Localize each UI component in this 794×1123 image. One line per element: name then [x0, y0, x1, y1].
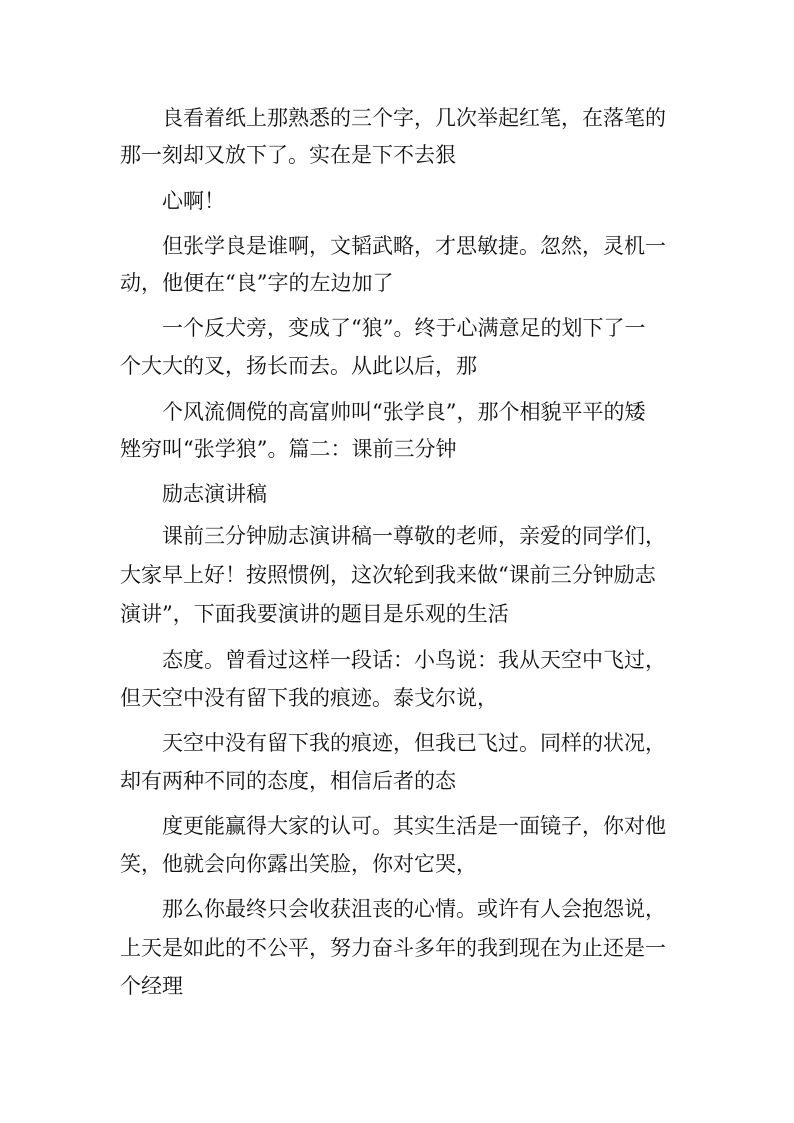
text-line: 课前三分钟励志演讲稿一尊敬的老师，亲爱的同学们， [162, 524, 666, 548]
text-line: 那么你最终只会收获沮丧的心情。或许有人会抱怨说， [162, 897, 666, 921]
text-line: 度更能赢得大家的认可。其实生活是一面镜子，你对他 [162, 814, 666, 838]
text-line: 但张学良是谁啊，文韬武略，才思敏捷。忽然，灵机一 [162, 234, 666, 258]
text-line: 但天空中没有留下我的痕迹。泰戈尔说， [120, 686, 498, 710]
text-line: 个经理 [120, 974, 183, 998]
text-line: 态度。曾看过这样一段话：小鸟说：我从天空中飞过， [162, 648, 666, 672]
text-line: 动，他便在“良”字的左边加了 [120, 271, 394, 295]
text-line: 上天是如此的不公平，努力奋斗多年的我到现在为止还是一 [120, 936, 666, 960]
text-line: 良看着纸上那熟悉的三个字，几次举起红笔，在落笔的 [162, 106, 666, 130]
text-line: 大家早上好！按照惯例，这次轮到我来做“课前三分钟励志 [120, 563, 656, 587]
text-line: 却有两种不同的态度，相信后者的态 [120, 769, 456, 793]
text-line: 个风流倜傥的高富帅叫“张学良”，那个相貌平平的矮 [162, 400, 646, 424]
text-line: 那一刻却又放下了。实在是下不去狠 [120, 143, 456, 167]
text-line: 心啊！ [162, 189, 225, 213]
text-line: 一个反犬旁，变成了“狼”。终于心满意足的划下了一 [162, 316, 646, 340]
text-line: 笑，他就会向你露出笑脸，你对它哭， [120, 852, 477, 876]
text-line: 演讲”，下面我要演讲的题目是乐观的生活 [120, 602, 509, 626]
text-line: 天空中没有留下我的痕迹，但我已飞过。同样的状况， [162, 731, 666, 755]
text-line: 矬穷叫“张学狼”。篇二：课前三分钟 [120, 437, 457, 461]
text-line: 励志演讲稿 [162, 482, 267, 506]
text-line: 个大大的叉，扬长而去。从此以后，那 [120, 354, 477, 378]
